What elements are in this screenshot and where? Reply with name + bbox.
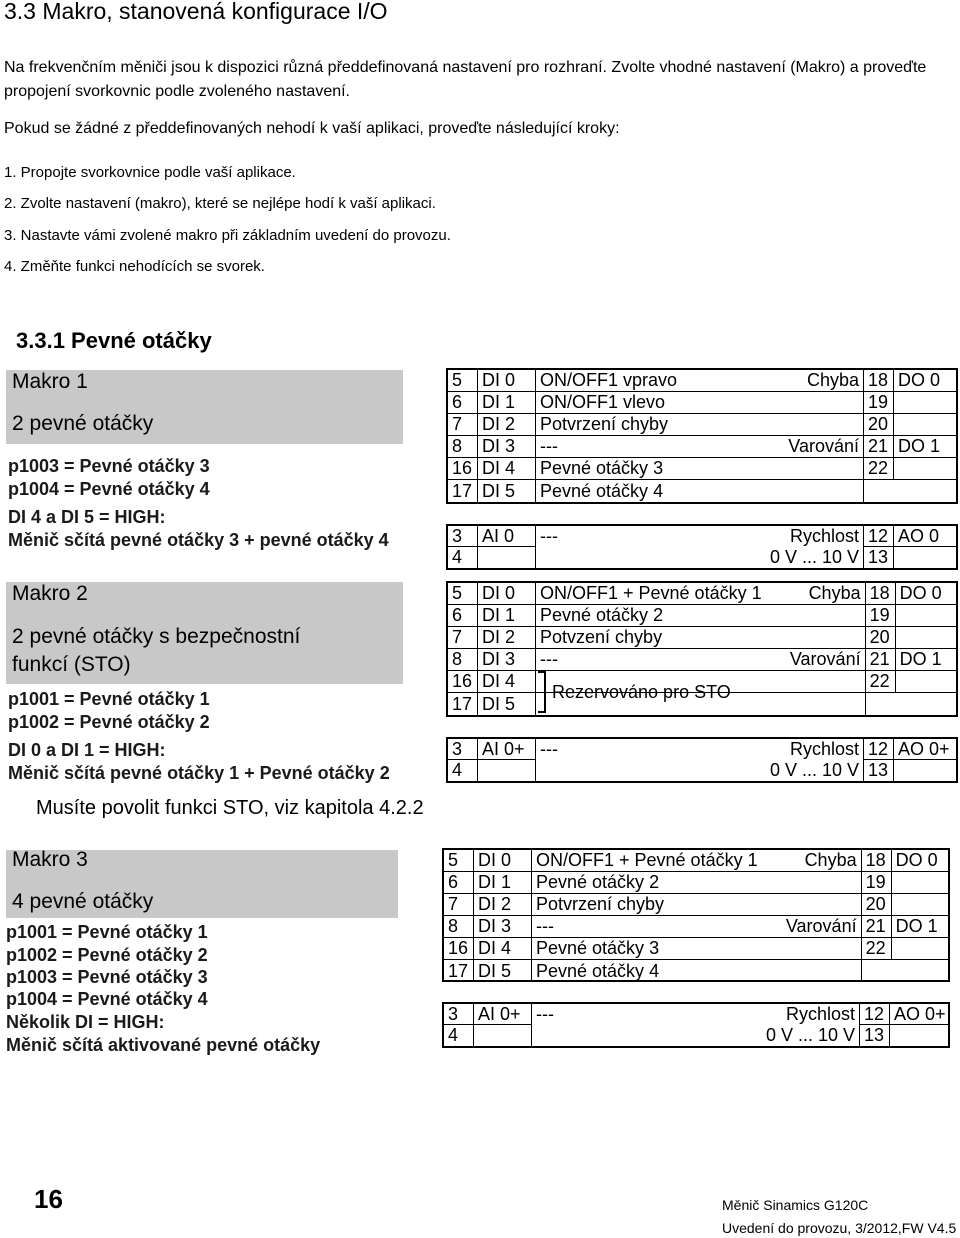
terminal-signal: DI 0	[478, 583, 536, 605]
macro-1-title: Makro 1	[12, 370, 88, 393]
terminal-signal	[896, 671, 958, 693]
sto-reserved-label: Rezervováno pro STO	[552, 682, 731, 702]
terminal-number: 16	[448, 458, 478, 480]
page-number: 16	[34, 1184, 63, 1214]
terminal-function: ---	[536, 1004, 554, 1024]
terminal-signal	[894, 458, 956, 480]
terminal-function: Pevné otáčky 3	[536, 458, 760, 480]
terminal-signal: DI 0	[478, 370, 536, 392]
macro-2-line: DI 0 a DI 1 = HIGH:	[8, 740, 166, 760]
terminal-signal	[896, 693, 958, 715]
terminal-function	[532, 1025, 756, 1046]
macro-1-line: p1004 = Pevné otáčky 4	[8, 479, 210, 499]
section-heading: 3.3 Makro, stanovená konfigurace I/O	[4, 0, 388, 24]
terminal-output-function	[760, 458, 864, 480]
terminal-number: 18	[864, 370, 894, 392]
terminal-number: 20	[862, 894, 892, 916]
terminal-number: 6	[448, 605, 478, 627]
macro-3-terminal-diagram	[442, 848, 950, 1048]
terminal-signal: DI 4	[478, 671, 536, 693]
terminal-number: 16	[444, 938, 474, 960]
intro-paragraph-2: Pokud se žádné z předdefinovaných nehodí k vaší aplikaci, proveďte následující kroky:	[4, 120, 620, 137]
macro-3-line: p1001 = Pevné otáčky 1	[6, 922, 208, 942]
terminal-signal: DI 1	[474, 872, 532, 894]
terminal-function: Potvzení chyby	[536, 627, 762, 649]
terminal-function: Pevné otáčky 3	[532, 938, 758, 960]
terminal-number: 6	[444, 872, 474, 894]
terminal-signal: DO 0	[892, 850, 950, 872]
terminal-output-function: 0 V ... 10 V	[756, 1025, 860, 1046]
terminal-signal: AO 0+	[890, 1004, 948, 1025]
terminal-number: 5	[448, 583, 478, 605]
terminal-signal: DI 3	[478, 436, 536, 458]
terminal-function: ---	[540, 739, 558, 759]
terminal-number: 8	[448, 436, 478, 458]
terminal-signal: AO 0+	[894, 739, 956, 760]
terminal-signal	[478, 760, 536, 781]
terminal-signal	[894, 392, 956, 414]
terminal-number: 22	[862, 938, 892, 960]
terminal-function: ---	[536, 436, 760, 458]
terminal-output-function	[758, 872, 862, 894]
terminal-signal: DO 1	[892, 916, 950, 938]
terminal-signal	[478, 547, 536, 568]
terminal-output-function: Chyba	[760, 370, 864, 392]
terminal-signal: DO 1	[894, 436, 956, 458]
macro-2-terminal-diagram	[446, 581, 958, 783]
terminal-number: 19	[864, 392, 894, 414]
terminal-number: 12	[860, 1004, 890, 1025]
terminal-output-function	[762, 605, 866, 627]
terminal-function: Potvrzení chyby	[532, 894, 758, 916]
terminal-output-function	[762, 627, 866, 649]
terminal-number: 21	[862, 916, 892, 938]
terminal-signal	[896, 605, 958, 627]
terminal-output-function: Varování	[758, 916, 862, 938]
terminal-output-function: Rychlost	[760, 739, 864, 760]
terminal-output-function: 0 V ... 10 V	[760, 547, 864, 568]
terminal-signal: DI 4	[478, 458, 536, 480]
terminal-output-function: Varování	[762, 649, 866, 671]
terminal-number: 12	[864, 526, 894, 547]
terminal-function: Pevné otáčky 4	[536, 960, 660, 981]
terminal-signal: AI 0+	[474, 1004, 532, 1025]
terminal-output-function: Chyba	[758, 850, 862, 872]
macro-3-line: p1003 = Pevné otáčky 3	[6, 967, 208, 987]
macro-1-subtitle: 2 pevné otáčky	[12, 412, 154, 435]
sto-bracket	[538, 671, 546, 713]
terminal-number: 4	[448, 547, 478, 568]
macro-3-line: p1004 = Pevné otáčky 4	[6, 989, 208, 1009]
terminal-number: 20	[866, 627, 896, 649]
terminal-number: 4	[448, 760, 478, 781]
terminal-signal	[892, 894, 950, 916]
terminal-signal: DI 2	[474, 894, 532, 916]
terminal-signal: AI 0+	[478, 739, 536, 760]
terminal-signal	[892, 960, 950, 982]
terminal-signal: DI 3	[478, 649, 536, 671]
terminal-number	[866, 693, 896, 715]
terminal-number: 8	[448, 649, 478, 671]
terminal-signal	[894, 414, 956, 436]
macro-3-title: Makro 3	[12, 848, 88, 871]
terminal-output-function	[760, 414, 864, 436]
terminal-number: 6	[448, 392, 478, 414]
terminal-number: 21	[866, 649, 896, 671]
terminal-number: 17	[444, 960, 474, 982]
terminal-function	[536, 760, 760, 781]
terminal-signal: DO 0	[894, 370, 956, 392]
terminal-signal: DI 5	[478, 480, 536, 502]
terminal-number: 19	[862, 872, 892, 894]
terminal-output-function: Chyba	[762, 583, 866, 605]
terminal-signal	[894, 480, 956, 502]
terminal-number	[862, 960, 892, 982]
terminal-output-function: Rychlost	[756, 1004, 860, 1025]
terminal-number: 16	[448, 671, 478, 693]
terminal-signal: AO 0	[894, 526, 956, 547]
terminal-number: 22	[864, 458, 894, 480]
terminal-function: ON/OFF1 vpravo	[536, 370, 760, 392]
terminal-function: Pevné otáčky 2	[532, 872, 758, 894]
terminal-number: 5	[444, 850, 474, 872]
step-4: 4. Změňte funkci nehodících se svorek.	[4, 258, 265, 275]
terminal-number: 8	[444, 916, 474, 938]
terminal-function	[536, 547, 760, 568]
terminal-signal: AI 0	[478, 526, 536, 547]
macro-3-header	[6, 850, 398, 918]
terminal-signal: DI 5	[478, 693, 536, 715]
step-2: 2. Zvolte nastavení (makro), které se nejlépe hodí k vaší aplikaci.	[4, 195, 436, 212]
terminal-block-top	[446, 368, 958, 504]
footer-product: Měnič Sinamics G120C	[722, 1197, 869, 1213]
terminal-block-bottom	[446, 737, 958, 783]
macro-2-line: p1001 = Pevné otáčky 1	[8, 689, 210, 709]
intro-paragraph: Na frekvenčním měniči jsou k dispozici různá předdefinovaná nastavení pro rozhraní. Zvolte vhodné nastavení (Makro) a proveďte propojení svorkovnic podle zvoleného nastavení.	[4, 59, 927, 100]
terminal-number: 13	[864, 760, 894, 781]
terminal-number: 4	[444, 1025, 474, 1046]
terminal-number: 12	[864, 739, 894, 760]
terminal-number: 22	[866, 671, 896, 693]
terminal-function: ON/OFF1 + Pevné otáčky 1	[532, 850, 758, 872]
terminal-output-function	[760, 392, 864, 414]
terminal-function: Pevné otáčky 4	[540, 480, 664, 501]
terminal-number	[864, 480, 894, 502]
terminal-number: 7	[448, 414, 478, 436]
terminal-signal: DI 5	[474, 960, 532, 982]
terminal-function: ---	[536, 649, 762, 671]
terminal-signal	[474, 1025, 532, 1046]
terminal-number: 18	[862, 850, 892, 872]
terminal-number: 5	[448, 370, 478, 392]
terminal-signal: DI 2	[478, 627, 536, 649]
terminal-signal: DO 0	[896, 583, 958, 605]
macro-3-line: Několik DI = HIGH:	[6, 1012, 165, 1032]
terminal-number: 18	[866, 583, 896, 605]
terminal-signal: DO 1	[896, 649, 958, 671]
macro-1-header	[6, 370, 403, 444]
macro-3-subtitle: 4 pevné otáčky	[12, 890, 154, 913]
terminal-number: 7	[448, 627, 478, 649]
terminal-block-top	[442, 848, 950, 982]
terminal-output-function: Rychlost	[760, 526, 864, 547]
macro-2-title: Makro 2	[12, 582, 88, 605]
terminal-function: ON/OFF1 vlevo	[536, 392, 760, 414]
terminal-output-function	[762, 693, 866, 715]
terminal-number: 7	[444, 894, 474, 916]
terminal-number: 3	[444, 1004, 474, 1025]
terminal-signal: DI 2	[478, 414, 536, 436]
terminal-signal: DI 3	[474, 916, 532, 938]
macro-1-line: Měnič sčítá pevné otáčky 3 + pevné otáčky 4	[8, 530, 389, 550]
terminal-number: 13	[864, 547, 894, 568]
terminal-output-function	[760, 480, 864, 502]
terminal-signal	[892, 938, 950, 960]
subsection-heading: 3.3.1 Pevné otáčky	[16, 328, 212, 353]
macro-3-line: Měnič sčítá aktivované pevné otáčky	[6, 1035, 321, 1055]
terminal-output-function	[758, 894, 862, 916]
terminal-number: 17	[448, 480, 478, 502]
terminal-number: 21	[864, 436, 894, 458]
step-1: 1. Propojte svorkovnice podle vaší aplikace.	[4, 164, 296, 181]
terminal-signal	[890, 1025, 948, 1046]
terminal-signal: DI 1	[478, 605, 536, 627]
macro-2-subtitle: 2 pevné otáčky s bezpečnostní funkcí (STO)	[12, 625, 301, 676]
macro-2-line: Měnič sčítá pevné otáčky 1 + Pevné otáčky 2	[8, 763, 390, 783]
terminal-output-function	[758, 960, 862, 982]
macro-2-header	[6, 582, 403, 684]
terminal-block-bottom	[442, 1002, 950, 1048]
terminal-function: ---	[540, 526, 558, 546]
terminal-signal	[896, 627, 958, 649]
terminal-signal	[892, 872, 950, 894]
macro-1-terminal-diagram	[446, 368, 958, 570]
footer-edition: Uvedení do provozu, 3/2012,FW V4.5	[722, 1220, 957, 1236]
terminal-output-function	[762, 671, 866, 693]
terminal-signal	[894, 760, 956, 781]
macro-2-line: p1002 = Pevné otáčky 2	[8, 712, 210, 732]
terminal-function: ---	[532, 916, 758, 938]
terminal-block-bottom	[446, 524, 958, 570]
macro-1-line: p1003 = Pevné otáčky 3	[8, 456, 210, 476]
terminal-function: Pevné otáčky 2	[536, 605, 762, 627]
step-3: 3. Nastavte vámi zvolené makro při základním uvedení do provozu.	[4, 227, 451, 244]
terminal-number: 20	[864, 414, 894, 436]
macro-3-line: p1002 = Pevné otáčky 2	[6, 945, 208, 965]
terminal-signal: DI 4	[474, 938, 532, 960]
terminal-signal: DI 0	[474, 850, 532, 872]
terminal-signal	[894, 547, 956, 568]
terminal-number: 17	[448, 693, 478, 715]
terminal-output-function	[758, 938, 862, 960]
terminal-function: Potvrzení chyby	[536, 414, 760, 436]
terminal-signal: DI 1	[478, 392, 536, 414]
terminal-number: 19	[866, 605, 896, 627]
macro-1-line: DI 4 a DI 5 = HIGH:	[8, 507, 166, 527]
terminal-number: 13	[860, 1025, 890, 1046]
terminal-number: 3	[448, 526, 478, 547]
sto-note: Musíte povolit funkci STO, viz kapitola 4.2.2	[36, 797, 424, 819]
terminal-function: ON/OFF1 + Pevné otáčky 1	[536, 583, 762, 605]
terminal-output-function: Varování	[760, 436, 864, 458]
terminal-number: 3	[448, 739, 478, 760]
terminal-output-function: 0 V ... 10 V	[760, 760, 864, 781]
